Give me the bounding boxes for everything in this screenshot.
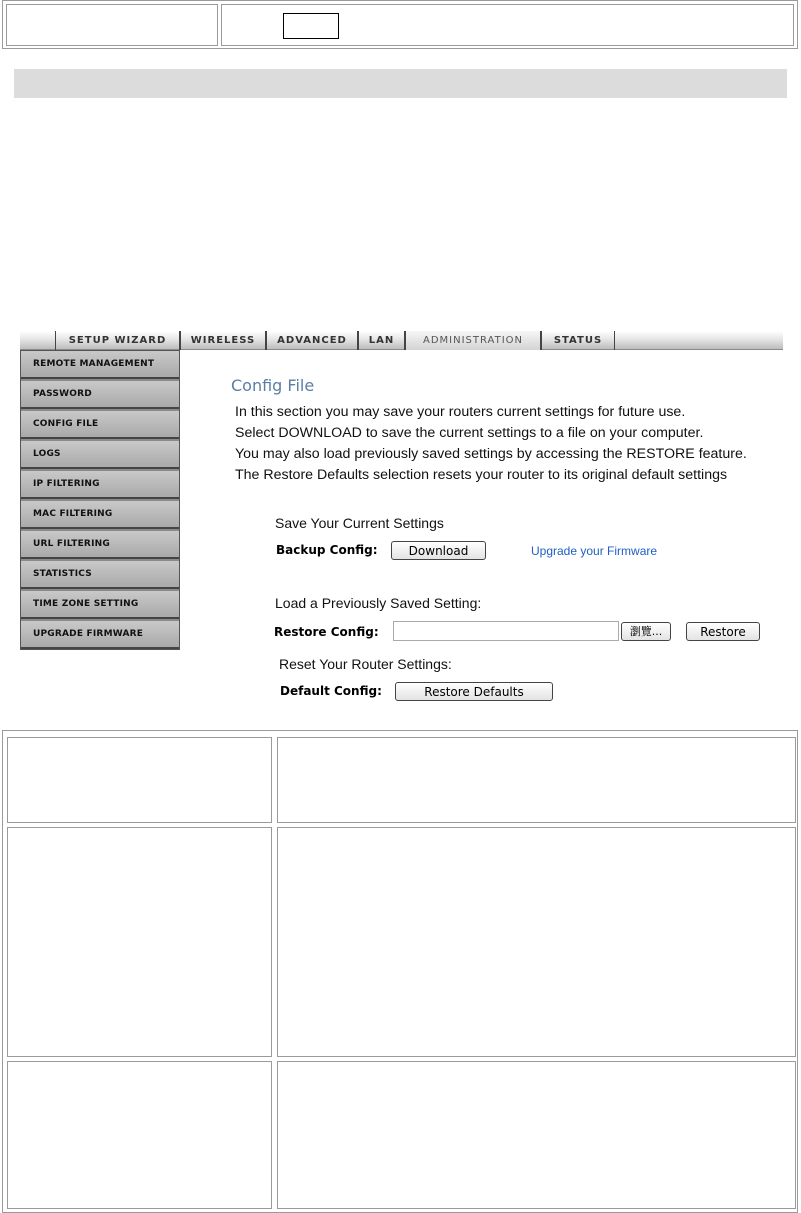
browse-button[interactable]: 瀏覽... xyxy=(621,622,671,641)
description-line-1: In this section you may save your routers current settings for future use. xyxy=(235,404,686,420)
page-title: Config File xyxy=(231,376,315,395)
sidebar-item-url-filtering[interactable]: URL FILTERING xyxy=(21,531,179,559)
load-section-title: Load a Previously Saved Setting: xyxy=(275,595,482,611)
upgrade-firmware-link[interactable]: Upgrade your Firmware xyxy=(531,544,658,558)
top-doc-table xyxy=(2,0,798,49)
table-cell xyxy=(277,827,796,1057)
top-table-cell-right xyxy=(221,4,794,46)
sidebar-item-upgrade-firmware[interactable]: UPGRADE FIRMWARE xyxy=(21,621,179,649)
description-line-2: Select DOWNLOAD to save the current settings to a file on your computer. xyxy=(235,425,704,441)
table-cell xyxy=(7,827,272,1057)
tab-lan[interactable]: LAN xyxy=(358,331,405,350)
sidebar-item-remote-management[interactable]: REMOTE MANAGEMENT xyxy=(21,351,179,379)
table-cell xyxy=(277,737,796,823)
restore-defaults-button[interactable]: Restore Defaults xyxy=(395,682,553,701)
description-line-3: You may also load previously saved settings by accessing the RESTORE feature. xyxy=(235,446,747,462)
tab-advanced[interactable]: ADVANCED xyxy=(266,331,358,350)
reset-section-title: Reset Your Router Settings: xyxy=(279,656,452,672)
tab-status[interactable]: STATUS xyxy=(541,331,615,350)
sidebar-item-statistics[interactable]: STATISTICS xyxy=(21,561,179,589)
sidebar-item-logs[interactable]: LOGS xyxy=(21,441,179,469)
empty-input-box[interactable] xyxy=(283,13,339,39)
download-button[interactable]: Download xyxy=(391,541,486,560)
default-config-label: Default Config: xyxy=(280,684,382,698)
sidebar-item-ip-filtering[interactable]: IP FILTERING xyxy=(21,471,179,499)
restore-config-label: Restore Config: xyxy=(274,625,379,639)
backup-config-label: Backup Config: xyxy=(276,543,378,557)
sidebar xyxy=(20,350,180,650)
restore-button[interactable]: Restore xyxy=(686,622,760,641)
table-cell xyxy=(277,1061,796,1209)
section-header-bar xyxy=(14,69,787,98)
sidebar-item-mac-filtering[interactable]: MAC FILTERING xyxy=(21,501,179,529)
sidebar-item-config-file[interactable]: CONFIG FILE xyxy=(21,411,179,439)
bottom-doc-table xyxy=(2,730,798,1213)
tab-wireless[interactable]: WIRELESS xyxy=(180,331,266,350)
sidebar-item-password[interactable]: PASSWORD xyxy=(21,381,179,409)
tab-setup-wizard[interactable]: SETUP WIZARD xyxy=(55,331,180,350)
table-cell xyxy=(7,737,272,823)
restore-file-input[interactable] xyxy=(393,621,619,641)
table-cell xyxy=(7,1061,272,1209)
top-table-cell-left xyxy=(6,4,218,46)
save-section-title: Save Your Current Settings xyxy=(275,515,444,531)
description-line-4: The Restore Defaults selection resets your router to its original default settings xyxy=(235,467,728,483)
sidebar-item-time-zone-setting[interactable]: TIME ZONE SETTING xyxy=(21,591,179,619)
tab-administration[interactable]: ADMINISTRATION xyxy=(405,331,541,350)
